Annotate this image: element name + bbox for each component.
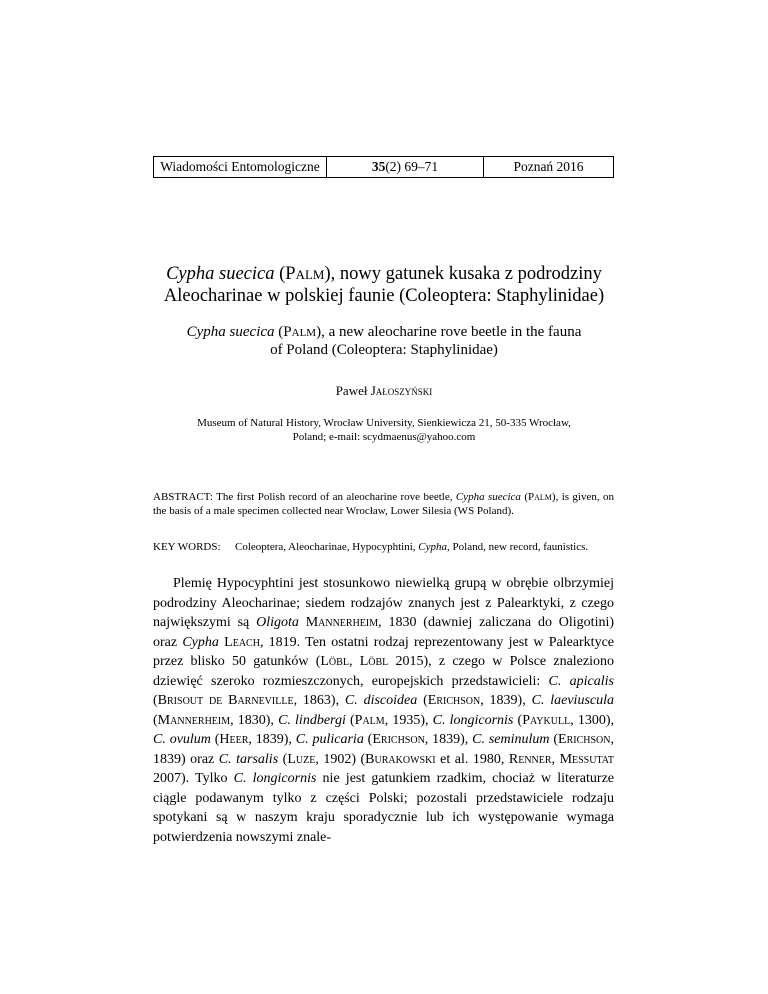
title-pl-rest: ), nowy gatunek kusaka z podrodziny xyxy=(324,264,602,284)
body-taxon: C. laeviuscula xyxy=(531,693,614,708)
body-run: ( xyxy=(363,732,373,747)
volume-number: 35 xyxy=(371,159,386,174)
body-run: ( xyxy=(513,712,523,728)
author-affiliation xyxy=(130,416,638,444)
body-run: ( xyxy=(549,732,559,747)
body-taxon: C. apicalis xyxy=(548,673,614,689)
body-author-name: Löbl xyxy=(320,654,349,669)
place-year xyxy=(484,157,613,177)
title-en-author: Palm xyxy=(283,324,317,340)
article-author xyxy=(80,383,688,399)
body-run: Plemię Hypocyphtini jest stosunkowo niewielką grupą w obrębie olbrzymiej podrodziny Aleocharinae; siedem rodzajów znanych jest z Palearktyki, z czego największymi są xyxy=(153,576,614,630)
abstract-text-2: ( xyxy=(520,491,528,503)
author-last-name: Jałoszyński xyxy=(370,383,433,398)
keywords xyxy=(153,540,614,554)
body-run: , 1839), xyxy=(424,732,473,747)
keywords-body xyxy=(235,540,610,554)
keywords-text-1: Coleoptera, Aleocharinae, Hypocyphtini, xyxy=(235,541,419,553)
title-english: Cypha suecica (Palm), a new aleocharine rove beetle in the fauna of Poland (Coleoptera: Staphylinidae) xyxy=(186,324,582,358)
abstract-species: Cypha suecica xyxy=(455,491,521,503)
body-taxon: C. tarsalis xyxy=(218,751,279,767)
body-run: , 1839), xyxy=(480,693,532,708)
body-run: , 1830 (dawniej zaliczana do Oligotini) oraz xyxy=(153,615,615,650)
body-run: 2015), z czego w Polsce znaleziono dziewięć szeroko rozmieszczonych, europejskich przedstawicieli: xyxy=(153,654,614,689)
body-taxon: Oligota xyxy=(256,615,299,630)
body-run: ( xyxy=(278,751,288,767)
body-author-name: Löbl xyxy=(359,654,389,669)
body-run: et al. 1980, xyxy=(435,751,509,767)
title-polish: Cypha suecica (Palm), nowy gatunek kusaka z podrodziny Aleocharinae w polskiej faunie (Coleoptera: Staphylinidae) xyxy=(163,264,605,306)
body-author-name: Leach xyxy=(224,634,260,650)
body-taxon: C. lindbergi xyxy=(278,712,346,728)
body-taxon: C. longicornis xyxy=(233,771,317,786)
abstract-author: Palm xyxy=(528,491,552,503)
body-taxon: C. longicornis xyxy=(432,712,514,728)
body-paragraph xyxy=(153,574,614,847)
body-run xyxy=(299,615,306,630)
body-author-name: Heer xyxy=(219,732,249,747)
title-pl-author: Palm xyxy=(285,264,325,284)
body-author-name: Brisout de Barneville xyxy=(157,693,294,708)
body-text xyxy=(153,574,614,847)
body-author-name: Luze xyxy=(287,751,316,767)
body-run: ( xyxy=(153,712,158,728)
title-en-line2: of Poland (Coleoptera: Staphylinidae) xyxy=(270,342,498,358)
body-author-name: Mannerheim xyxy=(305,615,379,630)
abstract-label: ABSTRACT: xyxy=(153,491,213,503)
affiliation-line2: Poland; e-mail: scydmaenus@yahoo.com xyxy=(292,431,476,443)
body-author-name: Erichson xyxy=(558,732,611,747)
abstract xyxy=(153,490,614,518)
body-run: ( xyxy=(417,693,428,708)
title-pl-line2: Aleocharinae w polskiej faunie (Coleoptera: Staphylinidae) xyxy=(163,286,605,306)
body-author-name: Burakowski xyxy=(365,751,436,767)
keywords-text-2: , Poland, new record, faunistics. xyxy=(447,541,589,553)
title-en-rest: ), a new aleocharine rove beetle in the fauna xyxy=(316,324,582,340)
body-author-name: Erichson xyxy=(427,693,481,708)
body-run: 2007). Tylko xyxy=(153,771,234,786)
place-year-text: Poznań 2016 xyxy=(513,159,584,174)
body-taxon: Cypha xyxy=(182,634,219,650)
body-run: ( xyxy=(210,732,220,747)
abstract-text-1: The first Polish record of an aleocharine rove beetle, xyxy=(212,491,456,503)
keywords-genus: Cypha xyxy=(418,541,448,553)
body-author-name: Paykull xyxy=(522,712,571,728)
body-run: , 1839) oraz xyxy=(153,732,614,767)
issue-pages: (2) 69–71 xyxy=(385,159,439,174)
journal-name-text: Wiadomości Entomologiczne xyxy=(160,159,320,174)
abstract-text-3: ), is given, on the basis of a male specimen collected near Wrocław, Lower Silesia (WS Poland). xyxy=(153,491,615,517)
body-run: , 1935), xyxy=(384,712,433,728)
body-author-name: Mannerheim xyxy=(157,712,231,728)
keywords-label: KEY WORDS: xyxy=(153,541,221,553)
body-run: , 1902) ( xyxy=(315,751,366,767)
body-run: , xyxy=(551,751,560,767)
body-run: , 1819. Ten ostatni rodzaj reprezentowany jest w Palearktyce przez blisko 50 gatunków ( xyxy=(153,634,615,669)
body-author-name: Messutat xyxy=(559,751,614,767)
body-taxon: C. ovulum xyxy=(153,732,211,747)
body-run: , 1839), xyxy=(248,732,296,747)
title-en-species: Cypha suecica xyxy=(186,324,275,340)
affiliation-line1: Museum of Natural History, Wrocław University, Sienkiewicza 21, 50-335 Wrocław, xyxy=(197,417,571,429)
author-first-name: Paweł xyxy=(335,383,371,398)
journal-header-table xyxy=(153,156,614,178)
body-run: , 1830), xyxy=(230,712,279,728)
volume-issue-pages xyxy=(327,157,484,177)
body-run: nie jest gatunkiem rzadkim, chociaż w literaturze ciągle podawanym tylko z części Polski; pozostali przedstawiciele rodzaju spotykani są w naszym kraju sporadycznie lub ich występowanie wymaga potwierdzenia nowszymi znale- xyxy=(153,771,614,845)
body-run: ( xyxy=(345,712,355,728)
title-pl-species: Cypha suecica xyxy=(166,264,275,284)
body-author-name: Palm xyxy=(354,712,385,728)
body-taxon: C. discoidea xyxy=(344,693,418,708)
body-run: , 1300), xyxy=(570,712,614,728)
body-run: ( xyxy=(153,693,158,708)
body-author-name: Renner xyxy=(508,751,552,767)
body-taxon: C. pulicaria xyxy=(295,732,364,747)
body-taxon: C. seminulum xyxy=(472,732,550,747)
body-run: , xyxy=(348,654,360,669)
body-author-name: Erichson xyxy=(372,732,425,747)
body-run: , 1863), xyxy=(293,693,345,708)
journal-name xyxy=(154,157,327,177)
